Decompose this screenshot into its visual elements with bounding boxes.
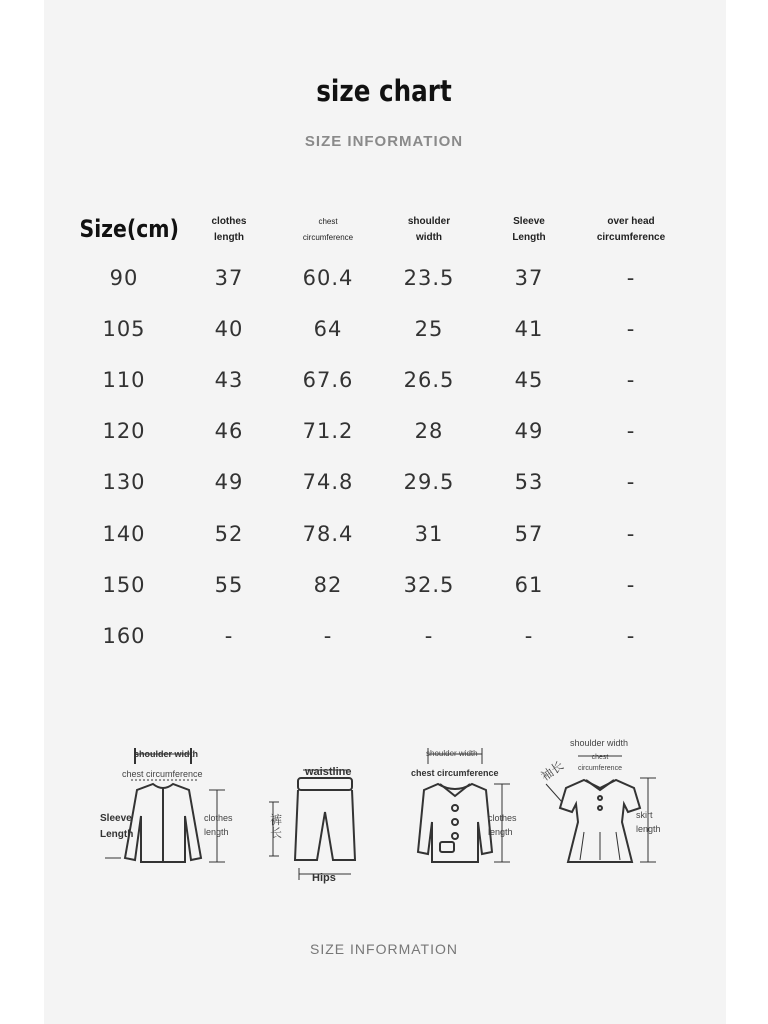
measurement-cell: - (626, 266, 636, 290)
measurement-cell: - (626, 317, 636, 341)
measurement-cell: 74.8 (302, 470, 354, 494)
shirt-icon (400, 742, 520, 872)
size-cell: 105 (102, 317, 146, 341)
measurement-cell: 41 (514, 317, 544, 341)
column-header-clothes-length: clothes length (211, 216, 247, 243)
dress-skirt-label: skirt length (636, 810, 661, 834)
shirt-length-label: clothes length (488, 813, 517, 837)
dress-sleeve-label: 袖长 (538, 758, 567, 784)
dress-shoulder-label: shoulder width (570, 738, 629, 748)
measurement-cell: 29.5 (403, 470, 455, 494)
measurement-cell: 64 (313, 317, 343, 341)
column-header-sleeve-length: Sleeve Length (512, 216, 546, 243)
measurement-cell: - (626, 368, 636, 392)
measurement-cell: 78.4 (302, 522, 354, 546)
jacket-length-label: clothes length (204, 813, 233, 837)
size-column-header: Size(cm) (79, 215, 179, 243)
pants-waist-label: waistline (305, 766, 352, 778)
measurement-cell: 55 (214, 573, 244, 597)
measurement-cell: 25 (414, 317, 444, 341)
measurement-cell: 52 (214, 522, 244, 546)
size-chart-panel (44, 0, 726, 1024)
measurement-cell: - (224, 624, 234, 648)
size-cell: 140 (102, 522, 146, 546)
measurement-cell: 23.5 (403, 266, 455, 290)
measurement-cell: 53 (514, 470, 544, 494)
measurement-cell: 49 (514, 419, 544, 443)
measurement-cell: 61 (514, 573, 544, 597)
column-header-chest-circumference: chest circumference (302, 217, 354, 242)
size-cell: 150 (102, 573, 146, 597)
measurement-cell: 37 (214, 266, 244, 290)
measurement-cell: 46 (214, 419, 244, 443)
measurement-cell: 67.6 (302, 368, 354, 392)
page-subtitle: SIZE INFORMATION (304, 133, 464, 150)
size-cell: 90 (109, 266, 139, 290)
size-cell: 130 (102, 470, 146, 494)
measurement-cell: 28 (414, 419, 444, 443)
size-cell: 120 (102, 419, 146, 443)
column-header-over-head-circumference: over head circumference (596, 216, 666, 243)
measurement-cell: 37 (514, 266, 544, 290)
jacket-chest-label: chest circumference (122, 769, 203, 779)
measurement-cell: 31 (414, 522, 444, 546)
measurement-cell: - (626, 470, 636, 494)
measurement-cell: 71.2 (302, 419, 354, 443)
shirt-shoulder-label: shoulder width (426, 749, 478, 758)
footer-text: SIZE INFORMATION (310, 941, 458, 957)
jacket-shoulder-label: shoulder width (134, 749, 198, 759)
page-title: size chart (316, 74, 452, 108)
jacket-icon (95, 740, 235, 870)
measurement-cell: - (524, 624, 534, 648)
pants-hips-label: Hips (312, 872, 336, 884)
measurement-cell: 60.4 (302, 266, 354, 290)
measurement-cell: 40 (214, 317, 244, 341)
size-cell: 110 (102, 368, 146, 392)
size-cell: 160 (102, 624, 146, 648)
column-header-shoulder-width: shoulder width (407, 216, 451, 243)
pants-length-label: 裤长 (270, 813, 283, 840)
measurement-cell: - (626, 624, 636, 648)
measurement-cell: 32.5 (403, 573, 455, 597)
measurement-cell: 43 (214, 368, 244, 392)
dress-chest-label: chest circumference (578, 754, 622, 772)
measurement-cell: - (424, 624, 434, 648)
measurement-cell: - (323, 624, 333, 648)
measurement-cell: 57 (514, 522, 544, 546)
jacket-sleeve-label: Sleeve Length (100, 813, 134, 840)
measurement-cell: 45 (514, 368, 544, 392)
measurement-cell: 82 (313, 573, 343, 597)
measurement-cell: - (626, 573, 636, 597)
shirt-chest-label: chest circumference (411, 768, 499, 778)
measurement-cell: - (626, 522, 636, 546)
measurement-cell: 49 (214, 470, 244, 494)
measurement-cell: - (626, 419, 636, 443)
measurement-cell: 26.5 (403, 368, 455, 392)
